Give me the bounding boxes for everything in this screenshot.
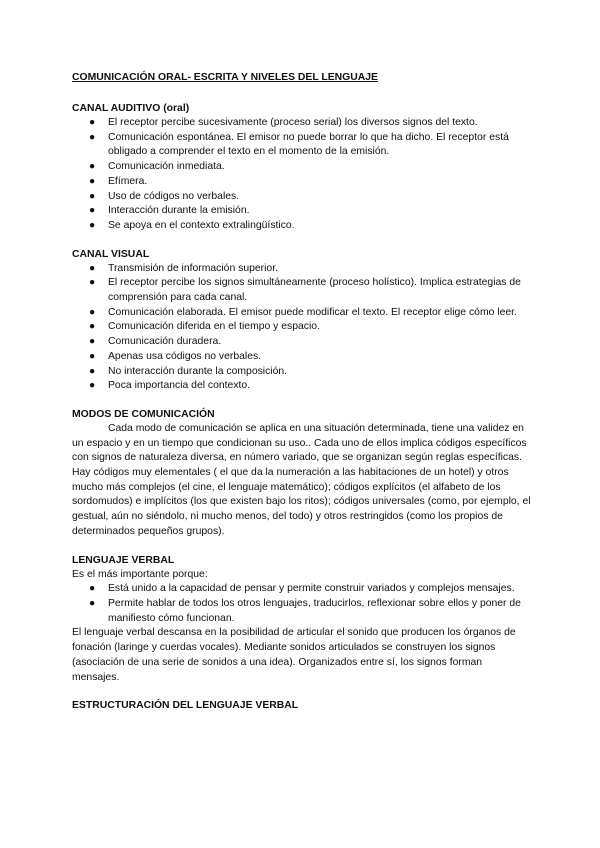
list-item: ● Comunicación diferida en el tiempo y espacio. — [72, 320, 532, 335]
list-item: ● Comunicación espontánea. El emisor no puede borrar lo que ha dicho. El receptor está obligado a comprender el texto en el momento de la emisión. — [89, 131, 509, 158]
bullet-icon: ● — [89, 380, 96, 392]
list-item: ● Uso de códigos no verbales. — [72, 190, 532, 205]
list-item: ● Apenas usa códigos no verbales. — [72, 350, 532, 365]
document-title: COMUNICACIÓN ORAL- ESCRITA Y NIVELES DEL LENGUAJE — [72, 72, 378, 83]
list-item: ● Comunicación inmediata. — [72, 160, 532, 175]
list-item: ● No interacción durante la composición. — [72, 365, 532, 380]
bullet-list-lenguaje-verbal — [72, 582, 532, 626]
list-item: ● Está unido a la capacidad de pensar y permite construir variados y complejos mensajes. — [72, 582, 532, 597]
bullet-icon: ● — [89, 277, 96, 289]
bullet-icon: ● — [89, 175, 96, 187]
bullet-icon: ● — [89, 190, 96, 202]
section-heading-modos: MODOS DE COMUNICACIÓN — [72, 408, 215, 420]
bullet-icon: ● — [89, 205, 96, 217]
document-page — [72, 71, 532, 713]
section-heading-canal-auditivo: CANAL AUDITIVO (oral) — [72, 103, 190, 114]
bullet-icon: ● — [89, 219, 96, 231]
list-item: ● Permite hablar de todos los otros lenguajes, traducirlos, reflexionar sobre ellos y poner de manifiesto cómo funcionan. — [89, 597, 521, 624]
list-item: ● Se apoya en el contexto extralingüístico. — [72, 219, 532, 234]
paragraph-modos-2: Hay códigos muy elementales ( el que da la numeración a las habitaciones de un hotel) y otros mucho más complejos (el cine, el lenguaje matemático); códigos explícitos (el alfabeto de los sordomudos) e implícitos (los que existen bajo los ritos); códigos universales (como, por ejemplo, el gestual, aún no siéndolo, ni mucho menos, del todo) y otros restringidos (como los propios de determinados pequeños grupos). — [72, 467, 531, 537]
bullet-icon: ● — [89, 306, 96, 318]
section-heading-estructuracion: ESTRUCTURACIÓN DEL LENGUAJE VERBAL — [72, 700, 299, 712]
bullet-list-canal-visual — [72, 262, 532, 394]
list-item: ● Comunicación elaborada. El emisor puede modificar el texto. El receptor elige cómo leer. — [72, 306, 532, 321]
bullet-list-canal-auditivo — [72, 116, 532, 234]
section-heading-lenguaje-verbal: LENGUAJE VERBAL — [72, 554, 175, 566]
bullet-icon: ● — [89, 117, 96, 128]
list-item: ● Poca importancia del contexto. — [72, 379, 532, 394]
section-heading-canal-visual: CANAL VISUAL — [72, 248, 150, 260]
bullet-icon: ● — [89, 597, 96, 609]
bullet-icon: ● — [89, 336, 96, 348]
bullet-icon: ● — [89, 583, 96, 595]
bullet-icon: ● — [89, 365, 96, 377]
list-item: ● Interacción durante la emisión. — [72, 204, 532, 219]
bullet-icon: ● — [89, 321, 96, 333]
list-item: ● Efímera. — [72, 175, 532, 190]
list-item: ● Comunicación duradera. — [72, 335, 532, 350]
bullet-icon: ● — [89, 262, 96, 274]
paragraph-lenguaje-verbal-intro: Es el más importante porque: — [72, 568, 208, 580]
list-item: ● El receptor percibe sucesivamente (proceso serial) los diversos signos del texto. — [72, 116, 532, 131]
bullet-icon: ● — [89, 350, 96, 362]
bullet-icon: ● — [89, 131, 96, 143]
paragraph-modos-1: Cada modo de comunicación se aplica en una situación determinada, tiene una validez en un espacio y en un tiempo que condicionan su uso.. Cada uno de ellos implica códigos específicos con signos de naturaleza diversa, en número variado, que se organizan según reglas específicas. — [72, 422, 527, 464]
paragraph-lenguaje-verbal: El lenguaje verbal descansa en la posibilidad de articular el sonido que producen los órganos de fonación (laringe y cuerdas vocales). Mediante sonidos articulados se construyen los signos (asociación de una serie de sonidos a una idea). Organizados entre sí, los signos forman mensajes. — [72, 627, 516, 683]
list-item: ● El receptor percibe los signos simultáneamente (proceso holístico). Implica estrategias de comprensión para cada canal. — [89, 277, 521, 304]
bullet-icon: ● — [89, 161, 96, 173]
list-item: ● Transmisión de información superior. — [72, 262, 532, 277]
